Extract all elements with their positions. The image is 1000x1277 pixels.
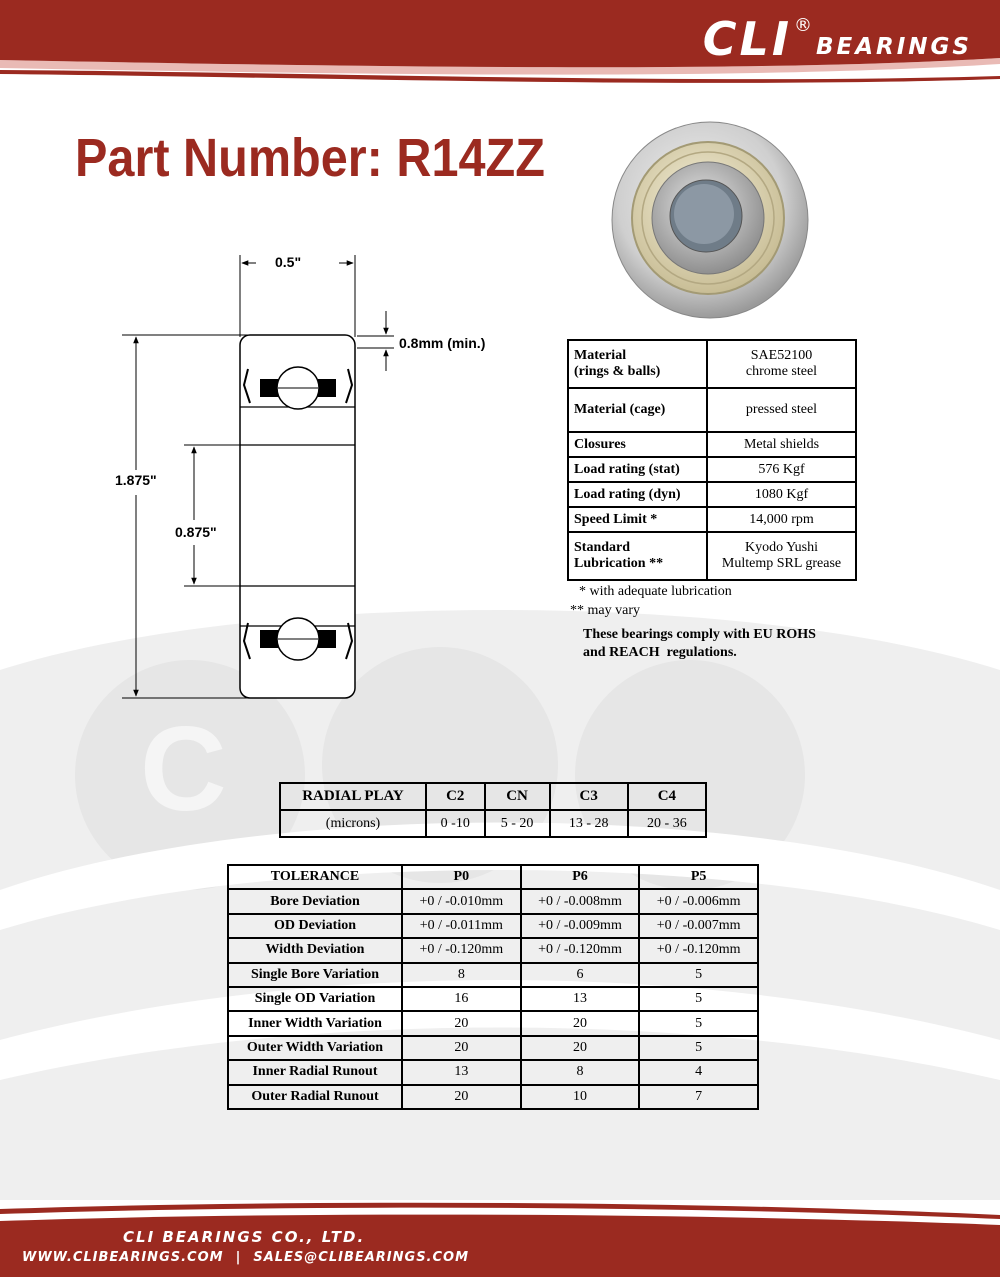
- table-cell: 8: [521, 1060, 640, 1084]
- table-cell: 16: [402, 987, 521, 1011]
- footnote-lubrication: * with adequate lubrication: [579, 584, 732, 599]
- table-cell: C3: [550, 783, 628, 810]
- spec-label: Material (rings & balls): [568, 340, 707, 388]
- cli-logo: [702, 12, 972, 66]
- spec-value: Kyodo Yushi Multemp SRL grease: [707, 532, 856, 580]
- footer-separator: |: [235, 1250, 242, 1265]
- table-cell: +0 / -0.008mm: [521, 889, 640, 913]
- table-cell: +0 / -0.120mm: [639, 938, 758, 962]
- spec-value: 576 Kgf: [707, 457, 856, 482]
- table-row: [228, 987, 758, 1011]
- table-cell: Outer Width Variation: [228, 1036, 402, 1060]
- table-row: [228, 963, 758, 987]
- spec-row-static-load: [568, 457, 856, 482]
- table-cell: 5: [639, 963, 758, 987]
- spec-label: Speed Limit *: [568, 507, 707, 532]
- table-cell: 0 -10: [426, 810, 485, 837]
- table-cell: 20: [402, 1036, 521, 1060]
- table-cell: 7: [639, 1085, 758, 1109]
- table-cell: +0 / -0.007mm: [639, 914, 758, 938]
- table-cell: 20: [521, 1011, 640, 1035]
- radial-play-table: [279, 782, 707, 838]
- table-cell: 5: [639, 1011, 758, 1035]
- table-cell: P0: [402, 865, 521, 889]
- table-cell: Single Bore Variation: [228, 963, 402, 987]
- spec-label: Closures: [568, 432, 707, 457]
- table-cell: Single OD Variation: [228, 987, 402, 1011]
- registered-mark: ®: [793, 15, 812, 36]
- table-row: [228, 889, 758, 913]
- spec-row-speed-limit: [568, 507, 856, 532]
- table-cell: +0 / -0.006mm: [639, 889, 758, 913]
- spec-value: 14,000 rpm: [707, 507, 856, 532]
- table-row: [228, 865, 758, 889]
- spec-label: Material (cage): [568, 388, 707, 432]
- chamfer-dimension-label: 0.8mm (min.): [399, 335, 486, 351]
- page-title: Part Number: R14ZZ: [75, 128, 545, 188]
- table-cell: C4: [628, 783, 706, 810]
- table-cell: 6: [521, 963, 640, 987]
- table-cell: 13: [521, 987, 640, 1011]
- table-cell: P6: [521, 865, 640, 889]
- table-cell: Inner Width Variation: [228, 1011, 402, 1035]
- svg-text:C: C: [140, 702, 227, 836]
- bearing-photo: [608, 118, 812, 322]
- table-cell: 20: [402, 1085, 521, 1109]
- spec-value: Metal shields: [707, 432, 856, 457]
- spec-label: Load rating (dyn): [568, 482, 707, 507]
- table-row: [228, 1060, 758, 1084]
- spec-row-lubrication: [568, 532, 856, 580]
- table-cell: RADIAL PLAY: [280, 783, 426, 810]
- width-dimension-label: 0.5": [275, 254, 302, 270]
- spec-value: pressed steel: [707, 388, 856, 432]
- logo-main-text: CLI: [702, 12, 792, 66]
- table-cell: 8: [402, 963, 521, 987]
- table-cell: Inner Radial Runout: [228, 1060, 402, 1084]
- spec-label: Standard Lubrication **: [568, 532, 707, 580]
- table-cell: 20 - 36: [628, 810, 706, 837]
- tolerance-table: [227, 864, 759, 1110]
- bore-diameter-label: 0.875": [175, 524, 217, 540]
- table-cell: CN: [485, 783, 550, 810]
- table-cell: +0 / -0.010mm: [402, 889, 521, 913]
- spec-value: 1080 Kgf: [707, 482, 856, 507]
- table-cell: C2: [426, 783, 485, 810]
- table-row: [228, 914, 758, 938]
- footer-company-name: CLI BEARINGS CO., LTD.: [123, 1228, 366, 1246]
- specifications-table: [567, 339, 857, 581]
- table-cell: 20: [521, 1036, 640, 1060]
- table-row: [228, 1085, 758, 1109]
- outer-diameter-label: 1.875": [115, 472, 157, 488]
- spec-row-material: [568, 340, 856, 388]
- table-cell: 13 - 28: [550, 810, 628, 837]
- bearing-cross-section-drawing: [100, 245, 520, 715]
- table-cell: 20: [402, 1011, 521, 1035]
- table-cell: +0 / -0.120mm: [402, 938, 521, 962]
- footer-contact: [22, 1250, 469, 1265]
- table-row: [228, 1011, 758, 1035]
- footnote-may-vary: ** may vary: [570, 603, 640, 618]
- table-cell: Bore Deviation: [228, 889, 402, 913]
- website-link[interactable]: WWW.CLIBEARINGS.COM: [22, 1250, 224, 1265]
- table-cell: 4: [639, 1060, 758, 1084]
- table-cell: +0 / -0.009mm: [521, 914, 640, 938]
- radial-play-values-row: [280, 810, 706, 837]
- logo-word-text: BEARINGS: [815, 34, 972, 60]
- spec-footnotes: [570, 582, 732, 620]
- spec-row-closures: [568, 432, 856, 457]
- spec-row-dynamic-load: [568, 482, 856, 507]
- table-cell: +0 / -0.011mm: [402, 914, 521, 938]
- table-cell: 5: [639, 987, 758, 1011]
- email-link[interactable]: SALES@CLIBEARINGS.COM: [253, 1250, 470, 1265]
- table-cell: Outer Radial Runout: [228, 1085, 402, 1109]
- table-cell: 5: [639, 1036, 758, 1060]
- table-cell: +0 / -0.120mm: [521, 938, 640, 962]
- table-cell: TOLERANCE: [228, 865, 402, 889]
- spec-row-cage: [568, 388, 856, 432]
- spec-label: Load rating (stat): [568, 457, 707, 482]
- table-cell: 13: [402, 1060, 521, 1084]
- table-cell: Width Deviation: [228, 938, 402, 962]
- table-row: [228, 1036, 758, 1060]
- table-cell: OD Deviation: [228, 914, 402, 938]
- table-cell: 10: [521, 1085, 640, 1109]
- radial-play-header-row: [280, 783, 706, 810]
- table-cell: 5 - 20: [485, 810, 550, 837]
- table-cell: P5: [639, 865, 758, 889]
- table-row: [228, 938, 758, 962]
- table-cell: (microns): [280, 810, 426, 837]
- spec-value: SAE52100 chrome steel: [707, 340, 856, 388]
- compliance-statement: These bearings comply with EU ROHS and REACH regulations.: [583, 627, 816, 660]
